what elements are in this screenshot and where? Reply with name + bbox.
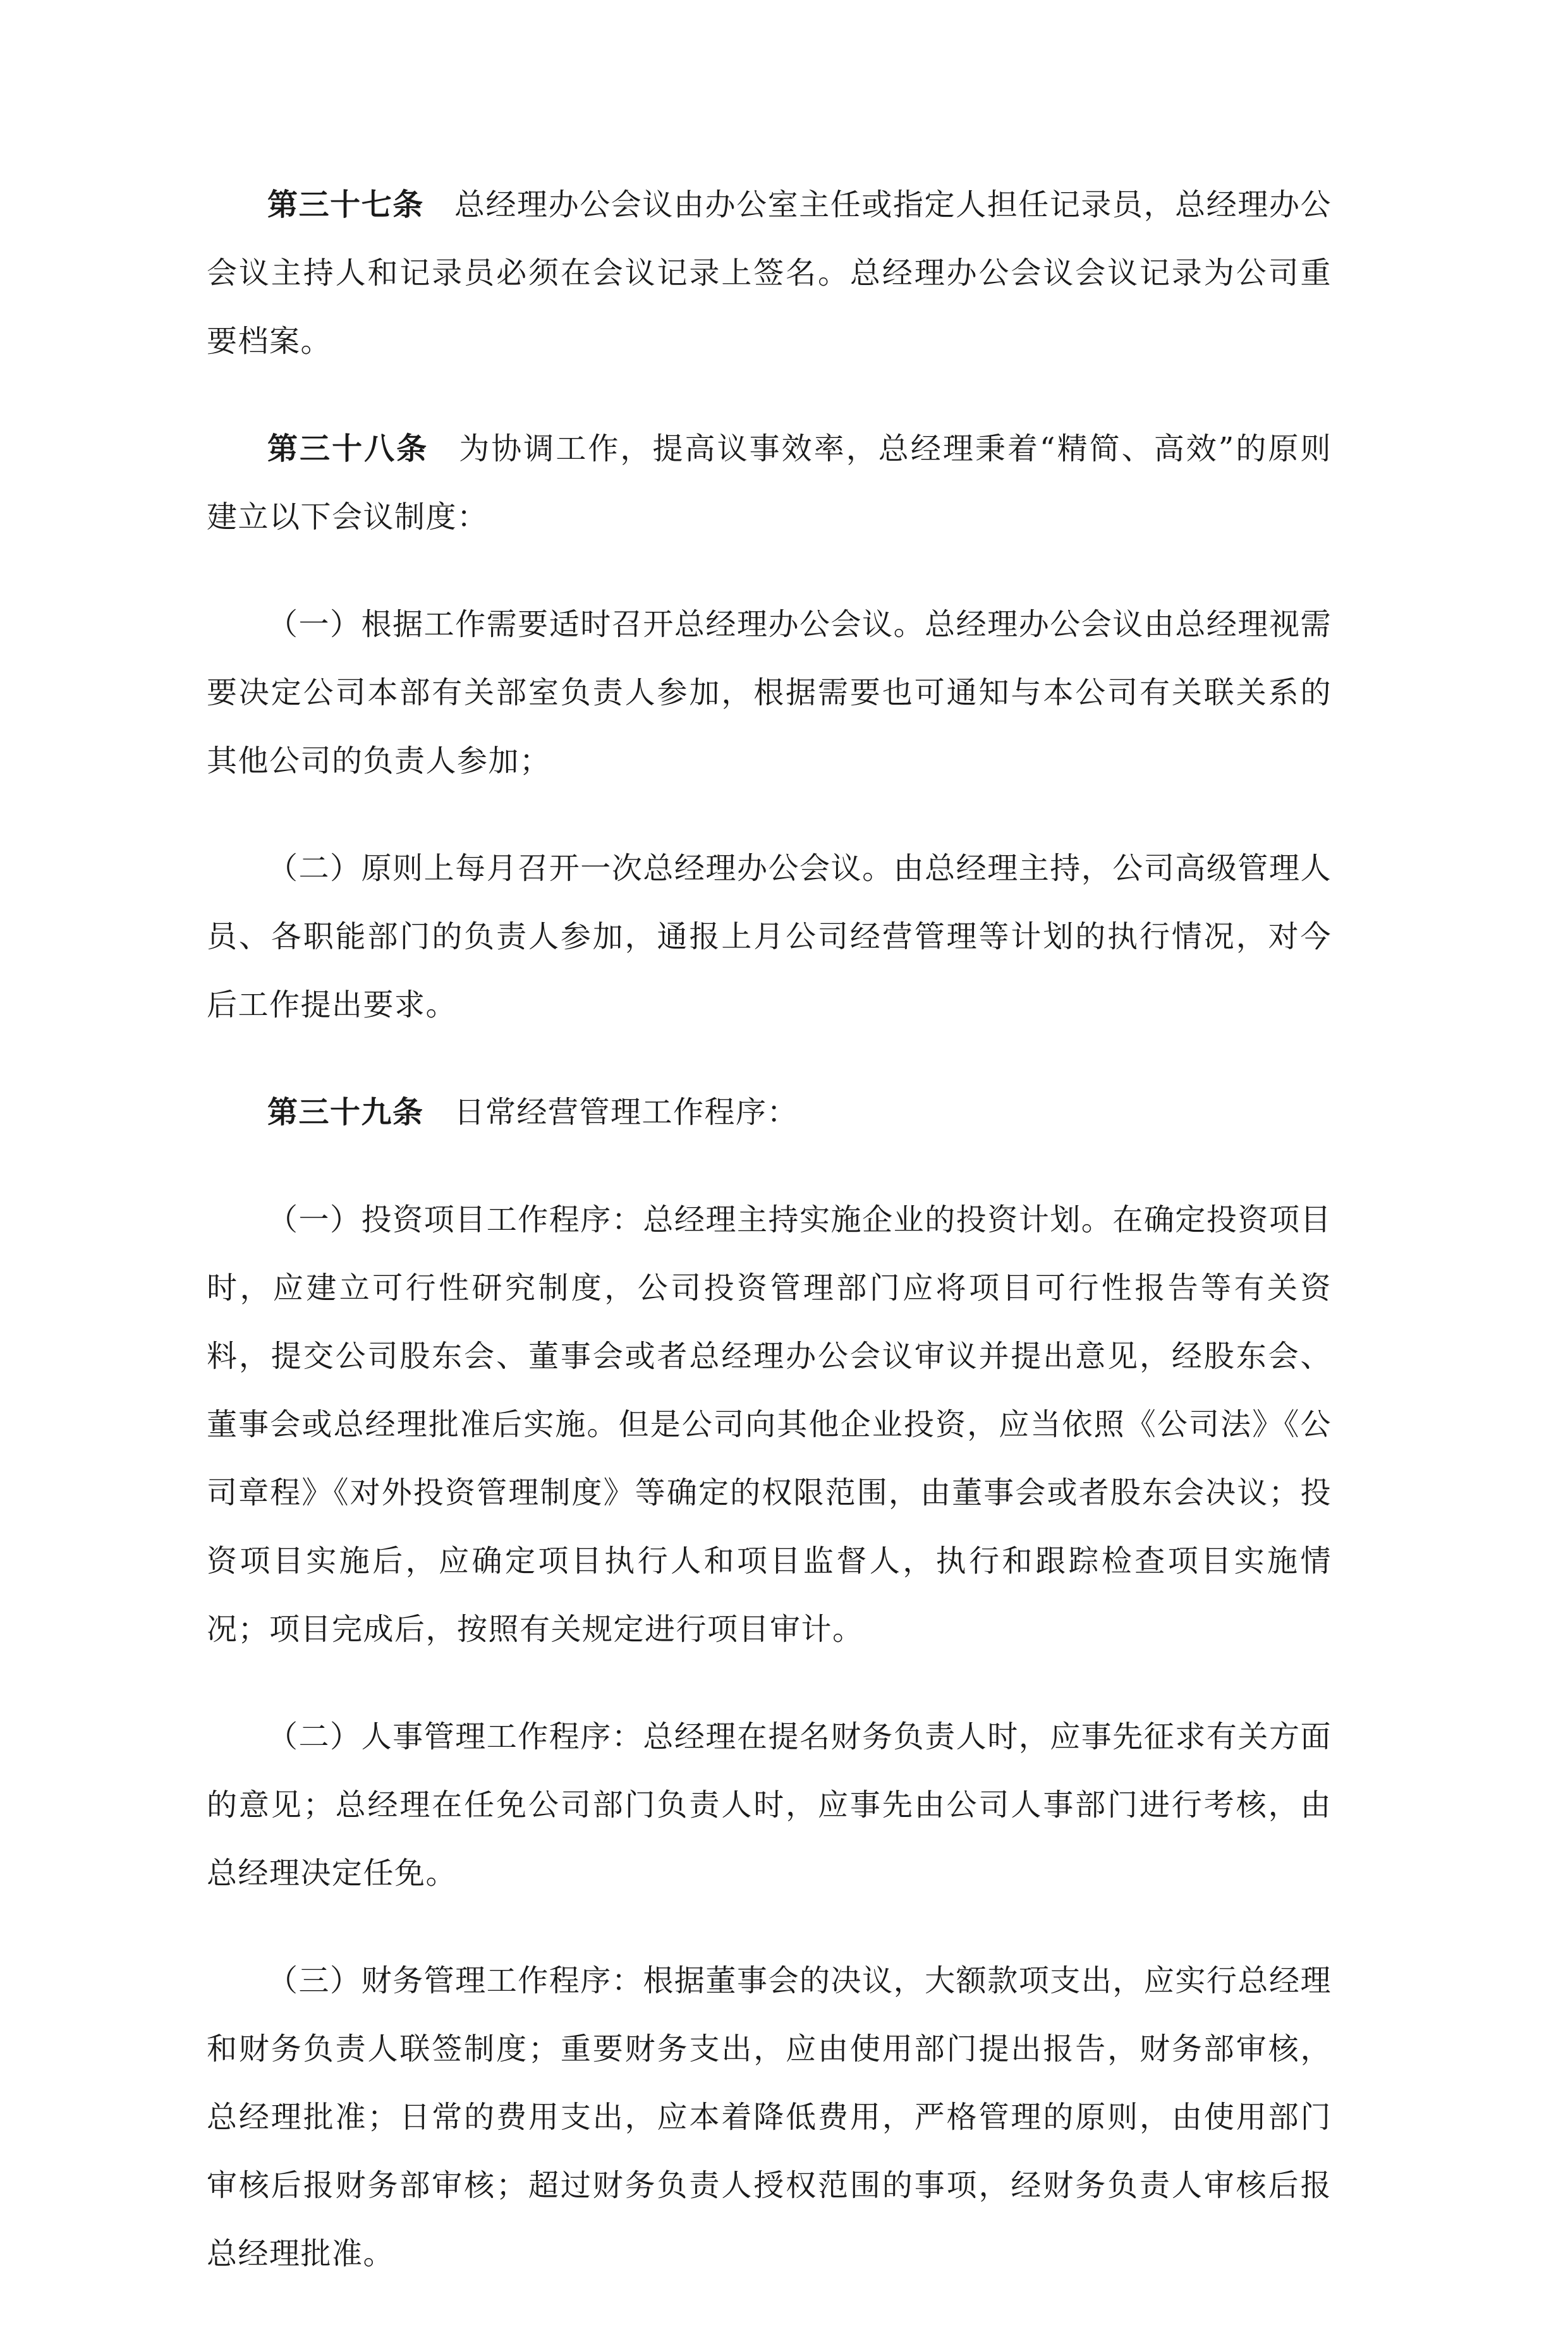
article-38-text: 为协调工作，提高议事效率，总经理秉着“精简、高效”的原则建立以下会议制度： <box>207 431 1332 535</box>
article-39-item-1-text: （一）投资项目工作程序：总经理主持实施企业的投资计划。在确定投资项目时，应建立可行性研究制度，公司投资管理部门应将项目可行性报告等有关资料，提交公司股东会、董事会或者总经理办公会议审议并提出意见，经股东会、董事会或总经理批准后实施。但是公司向其他企业投资，应当依照《公司法》《公司章程》《对外投资管理制度》等确定的权限范围，由董事会或者股东会决议；投资项目实施后，应确定项目执行人和项目监督人，执行和跟踪检查项目实施情况；项目完成后，按照有关规定进行项目审计。 <box>207 1202 1332 1647</box>
document-body <box>207 171 1332 2327</box>
article-37-text: 总经理办公会议由办公室主任或指定人担任记录员，总经理办公会议主持人和记录员必须在会议记录上签名。总经理办公会议会议记录为公司重要档案。 <box>207 187 1332 359</box>
article-39-item-2 <box>207 1703 1332 1907</box>
article-39-item-1 <box>207 1186 1332 1663</box>
article-39-heading: 第三十九条 <box>267 1095 424 1130</box>
article-37-paragraph <box>207 171 1332 375</box>
article-38-paragraph <box>207 415 1332 551</box>
article-39-item-3-text: （三）财务管理工作程序：根据董事会的决议，大额款项支出，应实行总经理和财务负责人联签制度；重要财务支出，应由使用部门提出报告，财务部审核，总经理批准；日常的费用支出，应本着降低费用，严格管理的原则，由使用部门审核后报财务部审核；超过财务负责人授权范围的事项，经财务负责人审核后报总经理批准。 <box>207 1963 1332 2271</box>
article-38-heading: 第三十八条 <box>267 431 429 466</box>
article-39-item-2-text: （二）人事管理工作程序：总经理在提名财务负责人时，应事先征求有关方面的意见；总经理在任免公司部门负责人时，应事先由公司人事部门进行考核，由总经理决定任免。 <box>207 1719 1332 1891</box>
article-38-item-2-text: （二）原则上每月召开一次总经理办公会议。由总经理主持，公司高级管理人员、各职能部门的负责人参加，通报上月公司经营管理等计划的执行情况，对今后工作提出要求。 <box>207 851 1332 1023</box>
article-39-paragraph <box>207 1078 1332 1146</box>
article-39-item-3 <box>207 1947 1332 2288</box>
article-38-item-2 <box>207 834 1332 1039</box>
article-37-heading: 第三十七条 <box>267 187 424 222</box>
article-39-text: 日常经营管理工作程序： <box>454 1095 799 1130</box>
article-38-item-1-text: （一）根据工作需要适时召开总经理办公会议。总经理办公会议由总经理视需要决定公司本部有关部室负责人参加，根据需要也可通知与本公司有关联关系的其他公司的负责人参加； <box>207 607 1332 779</box>
article-38-item-1 <box>207 590 1332 795</box>
